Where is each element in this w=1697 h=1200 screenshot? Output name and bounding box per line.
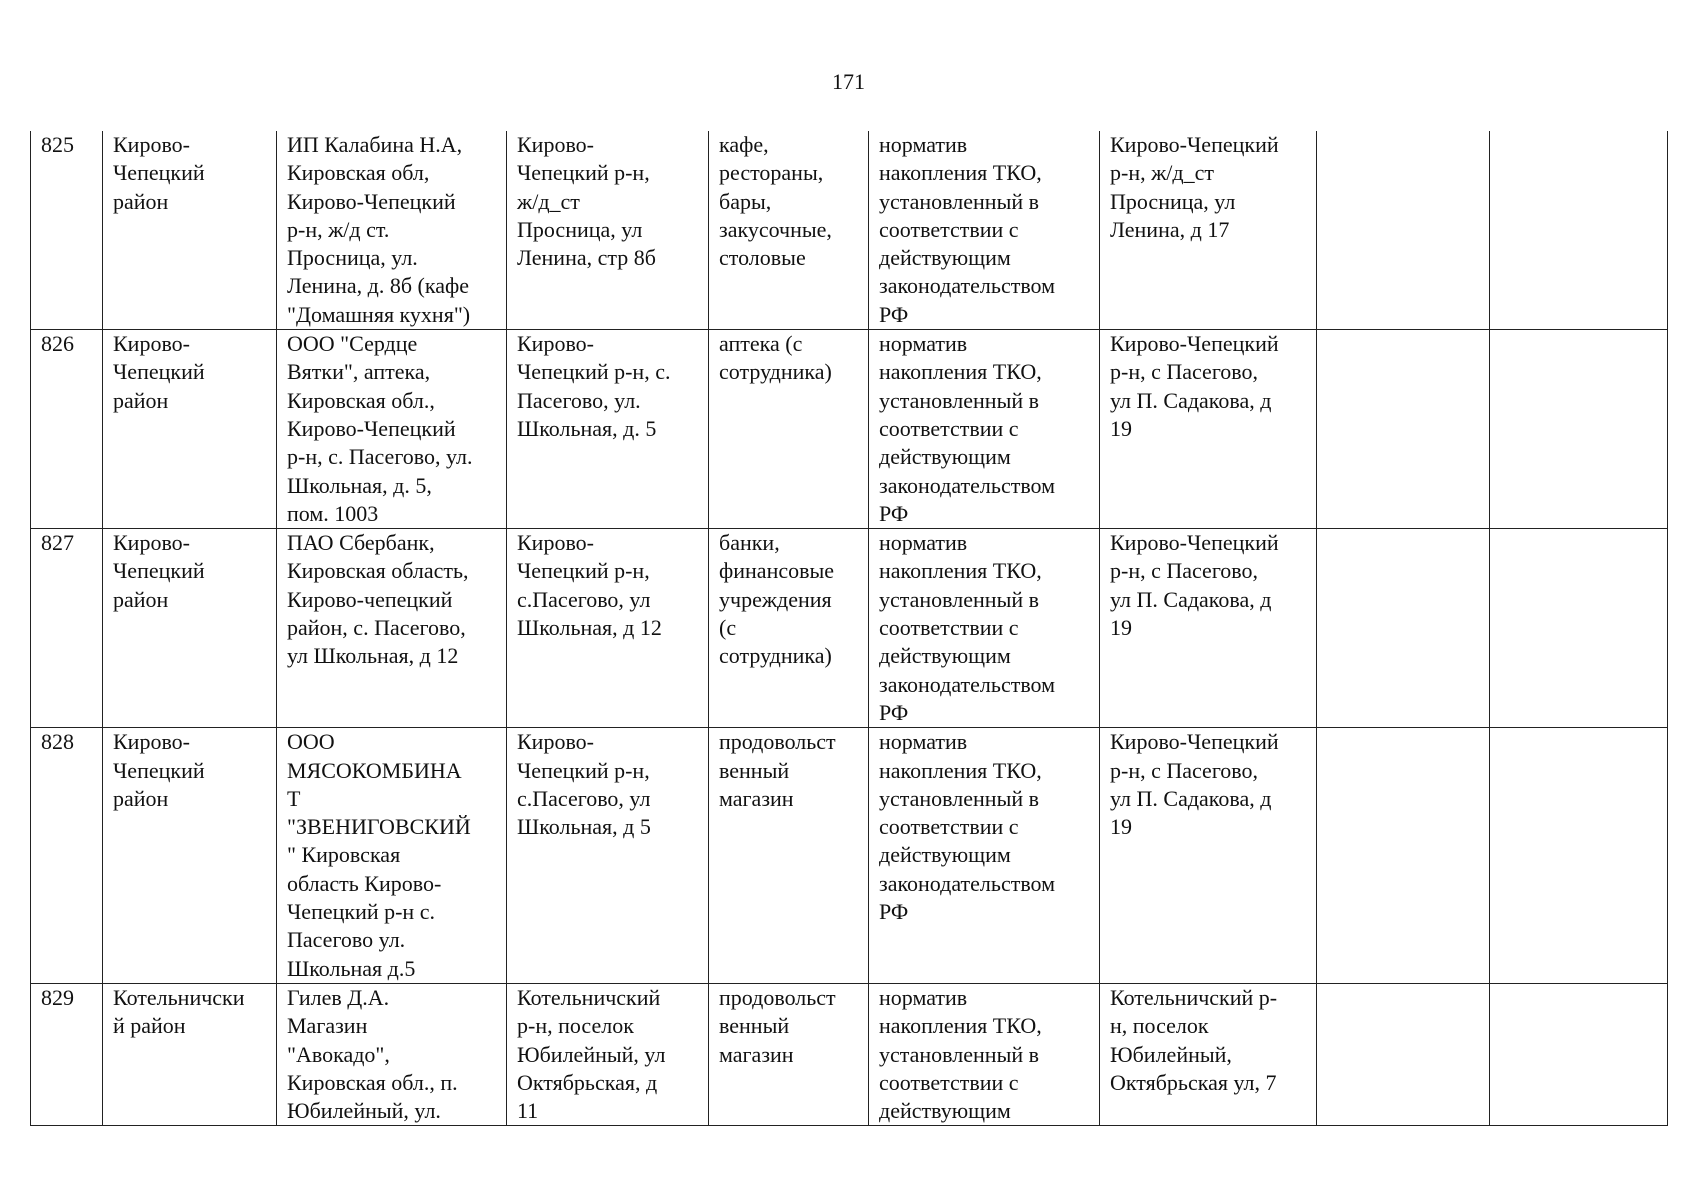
table-body xyxy=(31,131,1668,1126)
cell-empty xyxy=(1317,330,1490,529)
cell-district: Кирово- Чепецкий район xyxy=(103,131,277,330)
cell-site-address: Котельничский р- н, поселок Юбилейный, Октябрьская ул, 7 xyxy=(1100,983,1317,1125)
cell-empty xyxy=(1490,131,1668,330)
cell-site-address: Кирово-Чепецкий р-н, ж/д_ст Просница, ул Ленина, д 17 xyxy=(1100,131,1317,330)
table-row xyxy=(31,131,1668,330)
cell-empty xyxy=(1317,131,1490,330)
cell-site-address: Кирово-Чепецкий р-н, с Пасегово, ул П. Садакова, д 19 xyxy=(1100,330,1317,529)
waste-sites-table xyxy=(30,131,1668,1126)
table-row xyxy=(31,728,1668,984)
cell-address: Кирово- Чепецкий р-н, ж/д_ст Просница, ул Ленина, стр 8б xyxy=(507,131,709,330)
cell-district: Котельничски й район xyxy=(103,983,277,1125)
cell-norm: норматив накопления ТКО, установленный в соответствии с действующим законодательством РФ xyxy=(869,131,1100,330)
cell-norm: норматив накопления ТКО, установленный в соответствии с действующим законодательством РФ xyxy=(869,529,1100,728)
cell-address: Кирово- Чепецкий р-н, с.Пасегово, ул Школьная, д 5 xyxy=(507,728,709,984)
cell-number: 829 xyxy=(31,983,103,1125)
cell-category: банки, финансовые учреждения (с сотрудника) xyxy=(709,529,869,728)
cell-norm: норматив накопления ТКО, установленный в соответствии с действующим xyxy=(869,983,1100,1125)
cell-norm: норматив накопления ТКО, установленный в соответствии с действующим законодательством РФ xyxy=(869,330,1100,529)
cell-number: 826 xyxy=(31,330,103,529)
cell-district: Кирово- Чепецкий район xyxy=(103,529,277,728)
cell-number: 828 xyxy=(31,728,103,984)
cell-empty xyxy=(1317,529,1490,728)
cell-empty xyxy=(1490,728,1668,984)
cell-site-address: Кирово-Чепецкий р-н, с Пасегово, ул П. Садакова, д 19 xyxy=(1100,529,1317,728)
cell-organization: ПАО Сбербанк, Кировская область, Кирово-чепецкий район, с. Пасегово, ул Школьная, д 12 xyxy=(277,529,507,728)
cell-organization: ООО "Сердце Вятки", аптека, Кировская обл., Кирово-Чепецкий р-н, с. Пасегово, ул. Школьная, д. 5, пом. 1003 xyxy=(277,330,507,529)
cell-address: Котельничский р-н, поселок Юбилейный, ул Октябрьская, д 11 xyxy=(507,983,709,1125)
cell-organization: ООО МЯСОКОМБИНА Т "ЗВЕНИГОВСКИЙ " Кировская область Кирово- Чепецкий р-н с. Пасегово ул. Школьная д.5 xyxy=(277,728,507,984)
cell-empty xyxy=(1490,983,1668,1125)
table-row xyxy=(31,529,1668,728)
cell-empty xyxy=(1317,983,1490,1125)
cell-district: Кирово- Чепецкий район xyxy=(103,728,277,984)
table-row xyxy=(31,983,1668,1125)
cell-organization: ИП Калабина Н.А, Кировская обл, Кирово-Чепецкий р-н, ж/д ст. Просница, ул. Ленина, д. 8б (кафе "Домашняя кухня") xyxy=(277,131,507,330)
table-row xyxy=(31,330,1668,529)
cell-organization: Гилев Д.А. Магазин "Авокадо", Кировская обл., п. Юбилейный, ул. xyxy=(277,983,507,1125)
cell-number: 827 xyxy=(31,529,103,728)
cell-category: аптека (с сотрудника) xyxy=(709,330,869,529)
cell-empty xyxy=(1317,728,1490,984)
cell-empty xyxy=(1490,529,1668,728)
cell-norm: норматив накопления ТКО, установленный в соответствии с действующим законодательством РФ xyxy=(869,728,1100,984)
cell-site-address: Кирово-Чепецкий р-н, с Пасегово, ул П. Садакова, д 19 xyxy=(1100,728,1317,984)
cell-category: продовольст венный магазин xyxy=(709,983,869,1125)
cell-category: продовольст венный магазин xyxy=(709,728,869,984)
cell-address: Кирово- Чепецкий р-н, с. Пасегово, ул. Школьная, д. 5 xyxy=(507,330,709,529)
page-number: 171 xyxy=(832,69,865,94)
cell-category: кафе, рестораны, бары, закусочные, столовые xyxy=(709,131,869,330)
cell-address: Кирово- Чепецкий р-н, с.Пасегово, ул Школьная, д 12 xyxy=(507,529,709,728)
cell-empty xyxy=(1490,330,1668,529)
cell-district: Кирово- Чепецкий район xyxy=(103,330,277,529)
cell-number: 825 xyxy=(31,131,103,330)
